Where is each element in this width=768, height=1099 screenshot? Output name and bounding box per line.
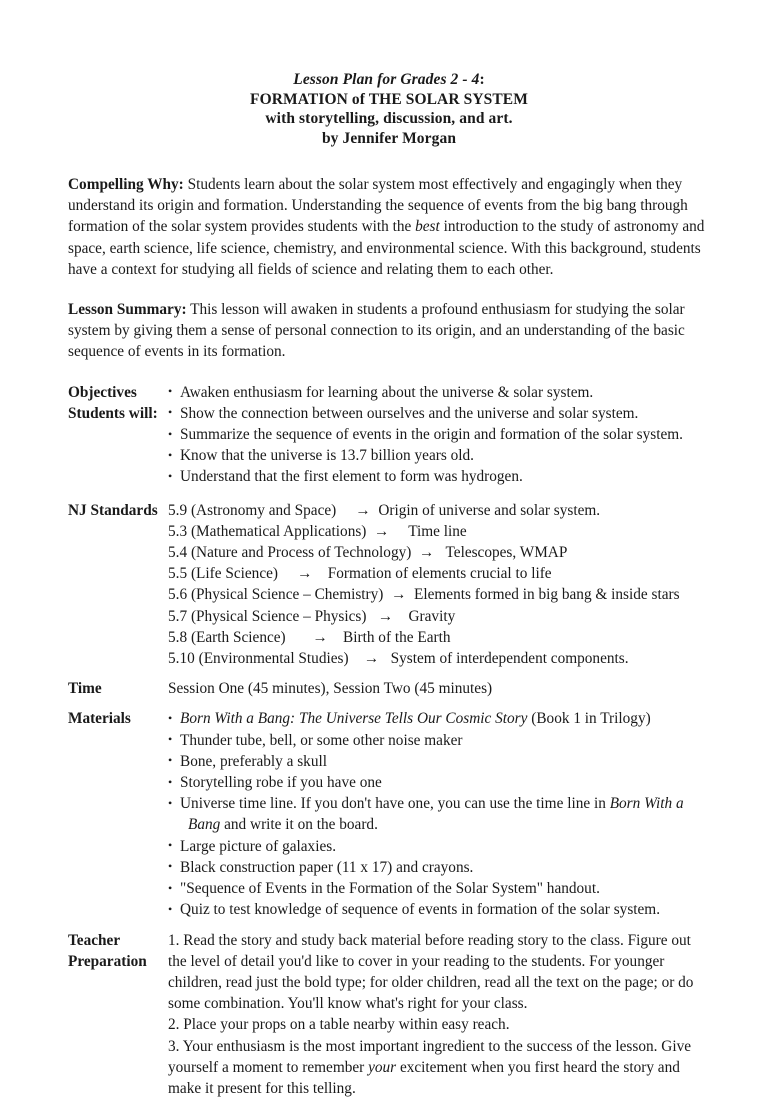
time-value: Session One (45 minutes), Session Two (45 minutes) (168, 678, 710, 699)
standard-gap2 (312, 565, 327, 582)
standard-line (168, 563, 710, 584)
material-timeline-continuation (180, 814, 710, 835)
list-item: • "Sequence of Events in the Formation of the Solar System" handout. (168, 878, 710, 899)
arrow-icon: → (312, 629, 327, 646)
teacher-preparation-label-line2: Preparation (68, 951, 164, 972)
list-item: • Know that the universe is 13.7 billion years old. (168, 445, 710, 466)
standard-code: 5.9 (168, 502, 191, 519)
nj-standards-row (68, 500, 710, 670)
compelling-why-paragraph (68, 174, 706, 280)
standard-line (168, 627, 710, 648)
prep-item-1: 1. Read the story and study back material before reading story to the class. Figure out the level of detail you'd like to cover in your reading to the students. For younger children, read just the bold type; for older children, read all the text on the page; or do some combination. You'll know what's right for your class. (168, 930, 710, 1015)
standard-code: 5.6 (168, 586, 191, 603)
title-italic-part: Lesson Plan for Grades 2 - 4 (293, 71, 479, 88)
material-book-title: Born With a Bang: The Universe Tells Our Cosmic Story (180, 710, 527, 727)
standard-line (168, 648, 710, 669)
list-item: • Storytelling robe if you have one (168, 772, 710, 793)
objectives-label-line1: Objectives (68, 384, 137, 401)
arrow-icon: → (419, 544, 434, 561)
teacher-preparation-row (68, 930, 710, 1099)
standard-code: 5.7 (168, 608, 191, 625)
standard-gap (349, 650, 364, 667)
arrow-icon: → (378, 608, 393, 625)
spacer (68, 669, 710, 678)
standard-topic: (Physical Science – Chemistry) (191, 586, 383, 603)
lesson-summary-text: This lesson will awaken in students a profound enthusiasm for studying the solar system by giving them a sense of personal connection to its origin, and an understanding of the basic sequence of events in its formation. (68, 301, 685, 360)
standard-code: 5.4 (168, 544, 191, 561)
standard-gap (383, 586, 391, 603)
objectives-label (68, 382, 168, 424)
teacher-preparation-label (68, 930, 168, 972)
standard-line (168, 500, 710, 521)
list-item (168, 708, 710, 729)
materials-label: Materials (68, 708, 168, 729)
standard-code: 5.3 (168, 523, 191, 540)
material-timeline-italic: Born With a (610, 795, 684, 812)
standard-gap (366, 523, 374, 540)
prep-item-3-text-1: 3. Your enthusiasm is the most important ingredient to the success of the lesson. Give yourself a moment to remember (168, 1038, 691, 1076)
spacer (68, 488, 710, 500)
title-line-1 (68, 70, 710, 90)
standard-result: Birth of the Earth (343, 629, 450, 646)
list-item: • Awaken enthusiasm for learning about the universe & solar system. (168, 382, 710, 403)
standard-gap2 (328, 629, 343, 646)
standard-line (168, 606, 710, 627)
standard-result: Telescopes, WMAP (446, 544, 568, 561)
prep-item-3-text-2: excitement when you first heard the story and make it present for this telling. (168, 1059, 680, 1097)
spacer (68, 921, 710, 930)
standard-gap2 (434, 544, 445, 561)
standard-gap (366, 608, 377, 625)
compelling-why-emphasis: best (415, 218, 440, 235)
standard-topic: (Astronomy and Space) (191, 502, 336, 519)
standard-line (168, 584, 710, 605)
standard-gap2 (393, 608, 408, 625)
compelling-why-label: Compelling Why: (68, 176, 184, 193)
prep-item-3 (168, 1036, 710, 1099)
time-row (68, 678, 710, 699)
standard-result: Formation of elements crucial to life (328, 565, 552, 582)
standard-topic: (Earth Science) (191, 629, 286, 646)
materials-content (168, 708, 710, 920)
standard-code: 5.10 (168, 650, 199, 667)
title-line-2: FORMATION of THE SOLAR SYSTEM (68, 90, 710, 110)
title-line-4-author: by Jennifer Morgan (68, 129, 710, 149)
standard-gap (336, 502, 355, 519)
list-item (168, 793, 710, 835)
objectives-list (168, 382, 710, 488)
standard-gap (411, 544, 419, 561)
standard-topic: (Life Science) (191, 565, 278, 582)
standard-code: 5.8 (168, 629, 191, 646)
title-line-3: with storytelling, discussion, and art. (68, 109, 710, 129)
prep-item-3-emphasis: your (368, 1059, 396, 1076)
arrow-icon: → (297, 565, 312, 582)
list-item: • Summarize the sequence of events in the origin and formation of the solar system. (168, 424, 710, 445)
standard-topic: (Environmental Studies) (199, 650, 349, 667)
standard-topic: (Mathematical Applications) (191, 523, 366, 540)
standard-gap2 (406, 586, 414, 603)
standard-line (168, 542, 710, 563)
list-item: • Show the connection between ourselves and the universe and solar system. (168, 403, 710, 424)
list-item: • Large picture of galaxies. (168, 836, 710, 857)
nj-standards-label: NJ Standards (68, 500, 168, 521)
arrow-icon: → (374, 523, 389, 540)
prep-item-2: 2. Place your props on a table nearby within easy reach. (168, 1014, 710, 1035)
lesson-summary-label: Lesson Summary: (68, 301, 187, 318)
time-label: Time (68, 678, 168, 699)
nj-standards-content (168, 500, 710, 670)
compelling-why-text-2: introduction to the study of astronomy and space, earth science, life science, chemistry, and environmental science. With this background, students have a context for studying all fields of science and relating them to each other. (68, 218, 704, 277)
arrow-icon: → (355, 502, 370, 519)
standard-gap (286, 629, 313, 646)
material-timeline-italic-cont: Bang (188, 816, 220, 833)
standard-result: Origin of universe and solar system. (378, 502, 600, 519)
standard-code: 5.5 (168, 565, 191, 582)
title-colon: : (479, 71, 484, 88)
list-item: • Thunder tube, bell, or some other noise maker (168, 730, 710, 751)
list-item: • Black construction paper (11 x 17) and crayons. (168, 857, 710, 878)
document-title-block (68, 70, 710, 148)
compelling-why-text-1: Students learn about the solar system most effectively and engagingly when they understand its origin and formation. Understanding the sequence of events from the big bang through formation of the solar system provides students with the (68, 176, 688, 235)
lesson-summary-paragraph (68, 299, 706, 363)
objectives-row (68, 382, 710, 488)
material-timeline-text: Universe time line. If you don't have one, you can use the time line in (180, 795, 610, 812)
standard-topic: (Nature and Process of Technology) (191, 544, 411, 561)
material-timeline-text-cont: and write it on the board. (220, 816, 378, 833)
standard-result: Time line (408, 523, 467, 540)
standard-result: Elements formed in big bang & inside stars (414, 586, 680, 603)
standard-result: System of interdependent components. (391, 650, 629, 667)
list-item: • Quiz to test knowledge of sequence of events in formation of the solar system. (168, 899, 710, 920)
material-book-note: (Book 1 in Trilogy) (527, 710, 650, 727)
standard-topic: (Physical Science – Physics) (191, 608, 366, 625)
teacher-preparation-content (168, 930, 710, 1099)
arrow-icon: → (391, 586, 406, 603)
standard-gap2 (389, 523, 408, 540)
objectives-content (168, 382, 710, 488)
standard-gap (278, 565, 297, 582)
objectives-label-line2: Students will: (68, 403, 164, 424)
materials-list (168, 708, 710, 920)
standard-result: Gravity (409, 608, 456, 625)
list-item: • Bone, preferably a skull (168, 751, 710, 772)
materials-row (68, 708, 710, 920)
teacher-preparation-label-line1: Teacher (68, 932, 120, 949)
arrow-icon: → (364, 650, 379, 667)
standard-gap2 (379, 650, 390, 667)
list-item: • Understand that the first element to form was hydrogen. (168, 466, 710, 487)
spacer (68, 699, 710, 708)
standard-line (168, 521, 710, 542)
